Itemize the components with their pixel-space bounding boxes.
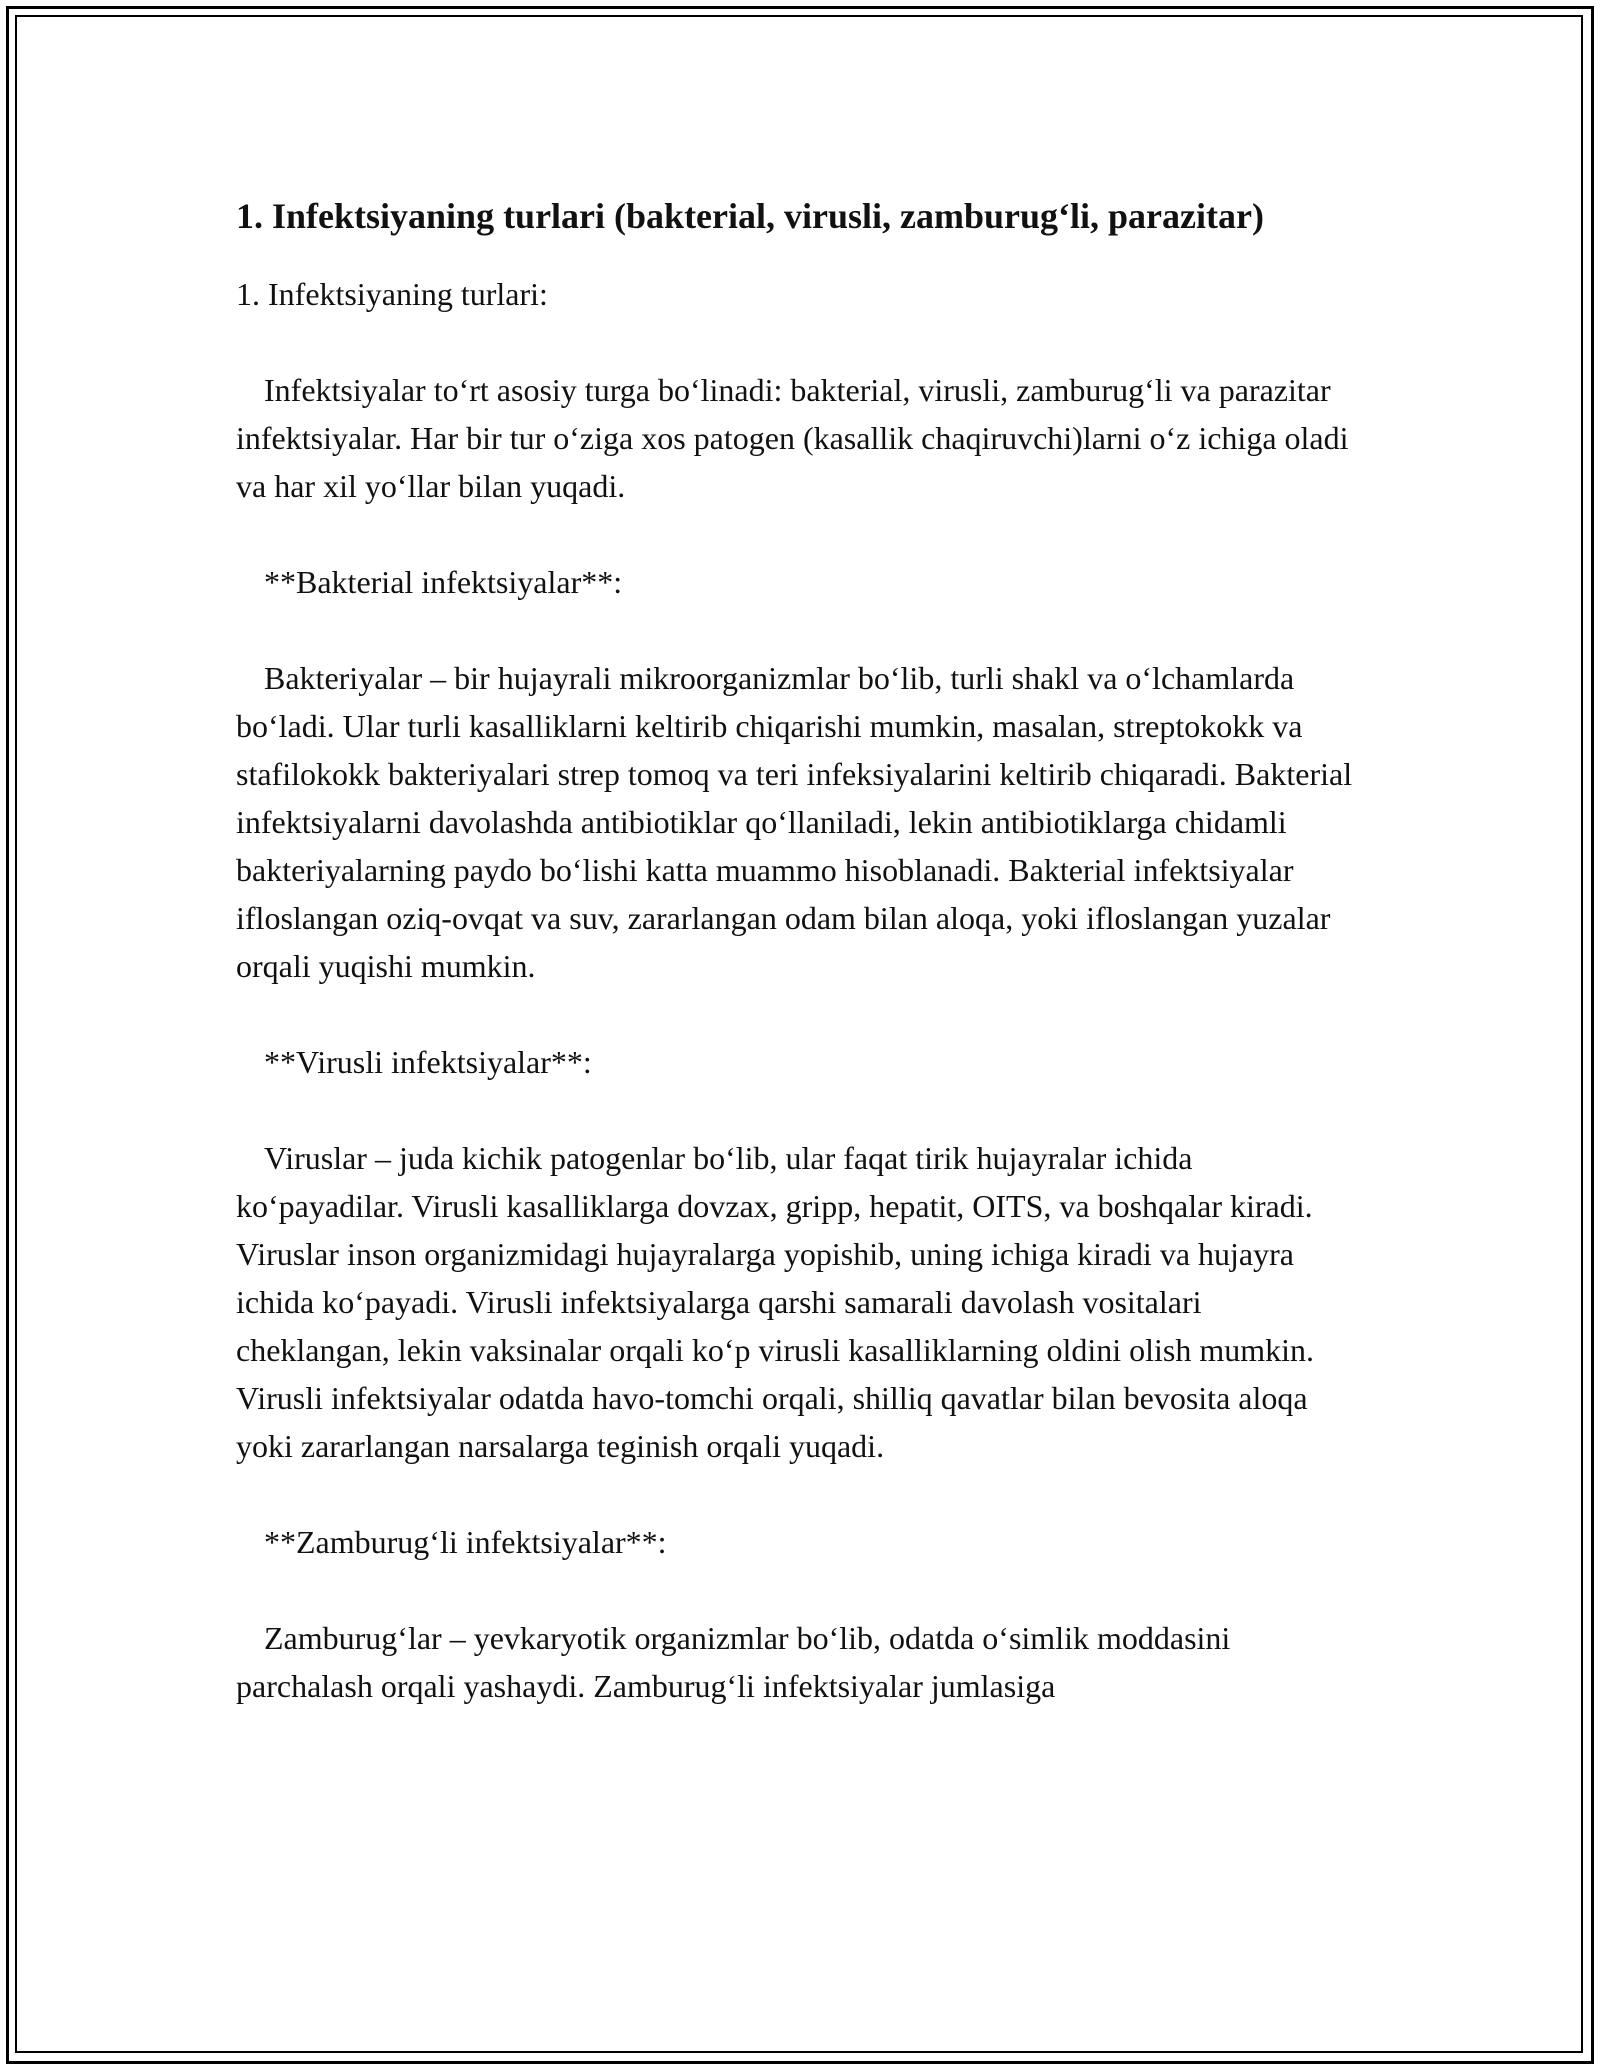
fungal-paragraph: Zamburug‘lar – yevkaryotik organizmlar bo‘lib, odatda o‘simlik moddasini parchalash orqali yashaydi. Zamburug‘li infektsiyalar jumlasiga (236, 1620, 1239, 1704)
viral-paragraph: Viruslar – juda kichik patogenlar bo‘lib, ular faqat tirik hujayralar ichida ko‘payadilar. Virusli kasalliklarga dovzax, gripp, hepatit, OITS, va boshqalar kiradi. Viruslar inson organizmidagi hujayralarga yopishib, uning ichiga kiradi va hujayra ichida ko‘payadi. Virusli infektsiyalarga qarshi samarali davolash vositalari cheklangan, lekin vaksinalar orqali ko‘p virusli kasalliklarning oldini olish mumkin. Virusli infektsiyalar odatda havo-tomchi orqali, shilliq qavatlar bilan bevosita aloqa yoki zararlangan narsalarga teginish orqali yuqadi. (236, 1140, 1322, 1464)
bacterial-heading: **Bakterial infektsiyalar**: (264, 564, 623, 600)
section-subheading: 1. Infektsiyaning turlari: (236, 276, 548, 312)
document-title: 1. Infektsiyaning turlari (bakterial, virusli, zamburug‘li, parazitar) (236, 196, 1264, 236)
viral-heading: **Virusli infektsiyalar**: (264, 1044, 592, 1080)
intro-paragraph: Infektsiyalar to‘rt asosiy turga bo‘linadi: bakterial, virusli, zamburug‘li va parazitar infektsiyalar. Har bir tur o‘ziga xos patogen (kasallik chaqiruvchi)larni o‘z ichiga oladi va har xil yo‘llar bilan yuqadi. (236, 372, 1357, 504)
fungal-heading: **Zamburug‘li infektsiyalar**: (264, 1524, 667, 1560)
bacterial-paragraph: Bakteriyalar – bir hujayrali mikroorganizmlar bo‘lib, turli shakl va o‘lchamlarda bo‘ladi. Ular turli kasalliklarni keltirib chiqarishi mumkin, masalan, streptokokk va stafilokokk bakteriyalari strep tomoq va teri infeksiyalarini keltirib chiqaradi. Bakterial infektsiyalarni davolashda antibiotiklar qo‘llaniladi, lekin antibiotiklarga chidamli bakteriyalarning paydo bo‘lishi katta muammo hisoblanadi. Bakterial infektsiyalar ifloslangan oziq-ovqat va suv, zararlangan odam bilan aloqa, yoki ifloslangan yuzalar orqali yuqishi mumkin. (236, 660, 1361, 984)
document-body (236, 188, 1361, 1758)
